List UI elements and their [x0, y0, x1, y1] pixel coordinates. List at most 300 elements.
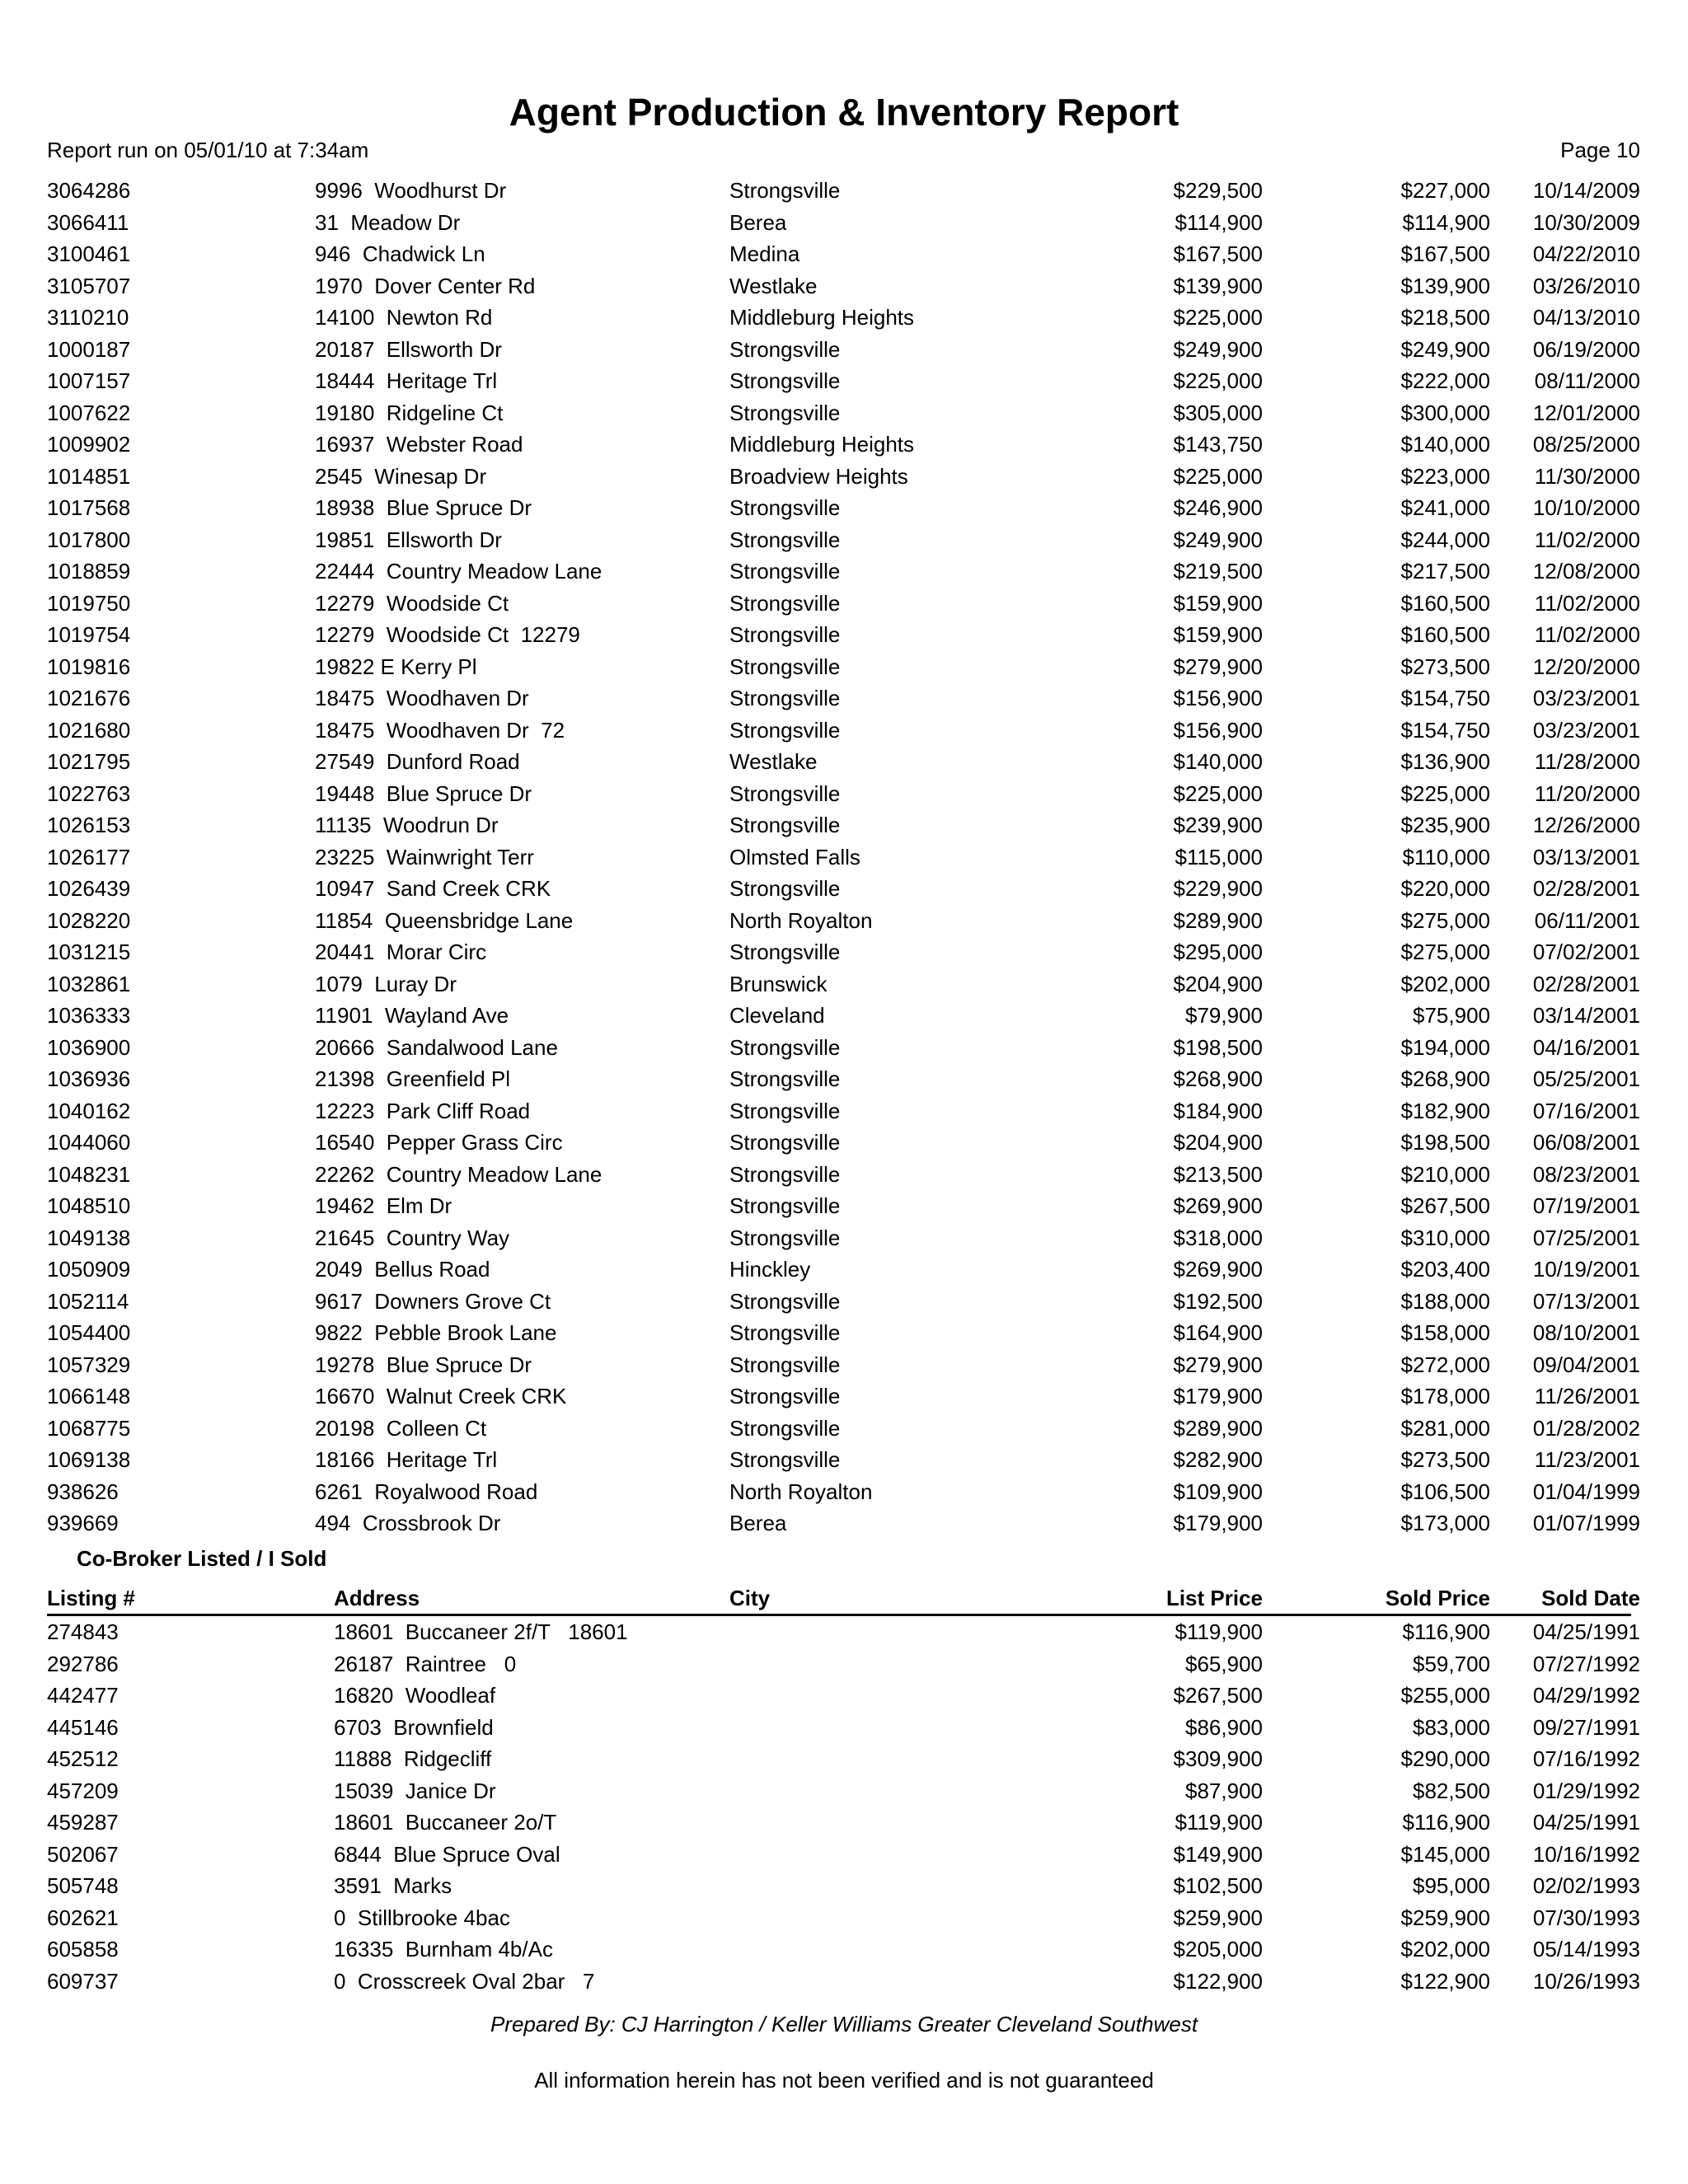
city: Strongsville	[729, 686, 841, 710]
header-sold-price: Sold Price	[1385, 1586, 1490, 1610]
list-price: $204,900	[1173, 1130, 1263, 1155]
listing-number: 1022763	[47, 780, 131, 806]
sold-price: $139,900	[1400, 273, 1490, 298]
listing-number: 1021676	[47, 686, 131, 710]
table-row	[0, 1902, 1688, 1934]
sold-date: 07/19/2001	[1532, 1193, 1640, 1218]
listing-number: 1052114	[47, 1288, 129, 1314]
address: 20666 Sandalwood Lane	[315, 1034, 558, 1060]
city: Broadview Heights	[729, 463, 908, 489]
address: 494 Crossbrook Dr	[315, 1511, 501, 1535]
sold-date: 09/27/1991	[1532, 1714, 1640, 1740]
co-broker-table	[0, 1616, 1688, 1997]
sold-date: 10/14/2009	[1532, 178, 1640, 203]
list-price: $249,900	[1173, 336, 1263, 362]
city: Strongsville	[729, 1193, 841, 1218]
header-list-price: List Price	[1165, 1586, 1263, 1610]
address: 946 Chadwick Ln	[315, 241, 485, 266]
table-row	[0, 1616, 1688, 1648]
address: 3591 Marks	[334, 1873, 452, 1898]
list-price: $198,500	[1173, 1034, 1263, 1060]
listing-number: 3110210	[47, 305, 129, 330]
listing-number: 938626	[47, 1479, 119, 1504]
sold-price: $223,000	[1400, 463, 1490, 489]
listing-number: 1007157	[47, 368, 131, 393]
list-price: $213,500	[1173, 1161, 1263, 1187]
city: Medina	[729, 241, 800, 266]
table-row	[0, 1712, 1688, 1744]
city: Strongsville	[729, 1384, 841, 1408]
city: Strongsville	[729, 1352, 841, 1377]
city: Middleburg Heights	[729, 305, 915, 330]
listing-number: 502067	[47, 1841, 119, 1867]
table-row	[0, 334, 1688, 366]
city: Westlake	[729, 749, 818, 774]
sold-price: $227,000	[1400, 178, 1490, 203]
sold-price: $106,500	[1400, 1479, 1490, 1504]
table-row	[0, 1648, 1688, 1680]
table-row	[0, 429, 1688, 461]
address: 1079 Luray Dr	[315, 971, 457, 996]
sold-date: 03/23/2001	[1532, 717, 1640, 743]
listing-number: 1054400	[47, 1320, 131, 1345]
address: 16820 Woodleaf	[334, 1683, 496, 1708]
sold-date: 06/08/2001	[1532, 1130, 1640, 1155]
listing-number: 1018859	[47, 559, 131, 583]
address: 16540 Pepper Grass Circ	[315, 1130, 563, 1155]
list-price: $179,900	[1173, 1384, 1263, 1408]
address: 16670 Walnut Creek CRK	[315, 1384, 567, 1408]
listing-number: 1026153	[47, 813, 131, 837]
sold-price: $154,750	[1400, 717, 1490, 743]
listing-number: 1048510	[47, 1193, 131, 1218]
address: 12223 Park Cliff Road	[315, 1098, 531, 1123]
listing-number: 1049138	[47, 1225, 131, 1250]
city: Strongsville	[729, 495, 841, 520]
listing-number: 3105707	[47, 273, 131, 298]
city: Strongsville	[729, 717, 841, 743]
city: Westlake	[729, 273, 818, 298]
sold-date: 07/27/1992	[1532, 1651, 1640, 1676]
sold-date: 07/25/2001	[1532, 1225, 1640, 1250]
sold-price: $272,000	[1400, 1352, 1490, 1377]
address: 6261 Royalwood Road	[315, 1479, 538, 1504]
address: 19448 Blue Spruce Dr	[315, 780, 532, 806]
listing-number: 609737	[47, 1968, 119, 1994]
sold-price: $136,900	[1400, 749, 1490, 774]
sold-price: $59,700	[1413, 1651, 1490, 1676]
listing-number: 1028220	[47, 907, 131, 933]
table-row	[0, 1063, 1688, 1095]
address: 19278 Blue Spruce Dr	[315, 1352, 532, 1377]
listing-number: 1057329	[47, 1352, 131, 1377]
address: 21398 Greenfield Pl	[315, 1066, 511, 1091]
address: 14100 Newton Rd	[315, 305, 493, 330]
sold-price: $220,000	[1400, 876, 1490, 901]
list-price: $65,900	[1185, 1651, 1263, 1676]
sold-date: 12/01/2000	[1532, 400, 1640, 425]
address: 10947 Sand Creek CRK	[315, 876, 551, 901]
sold-date: 03/26/2010	[1532, 273, 1640, 298]
listing-number: 1026439	[47, 876, 131, 901]
sold-date: 07/30/1993	[1532, 1905, 1640, 1930]
sold-date: 08/11/2000	[1534, 368, 1640, 393]
sold-date: 03/14/2001	[1532, 1003, 1640, 1028]
list-price: $122,900	[1173, 1968, 1263, 1994]
sold-date: 07/16/2001	[1532, 1098, 1640, 1123]
table-row	[0, 461, 1688, 493]
report-title: Agent Production & Inventory Report	[509, 91, 1179, 134]
table-row	[0, 238, 1688, 270]
listing-number: 1019816	[47, 654, 131, 679]
list-price: $269,900	[1173, 1257, 1263, 1282]
sold-price: $267,500	[1400, 1193, 1490, 1218]
listing-number: 1032861	[47, 971, 131, 996]
table-row	[0, 1032, 1688, 1064]
sold-price: $178,000	[1400, 1384, 1490, 1408]
table-row	[0, 1807, 1688, 1839]
sold-date: 01/28/2002	[1532, 1415, 1640, 1441]
listing-number: 1017800	[47, 527, 131, 552]
table-row	[0, 905, 1688, 937]
list-price: $279,900	[1173, 654, 1263, 679]
sold-date: 12/08/2000	[1532, 559, 1640, 583]
sold-price: $255,000	[1400, 1683, 1490, 1708]
address: 12279 Woodside Ct 12279	[315, 622, 580, 647]
address: 16335 Burnham 4b/Ac	[334, 1937, 553, 1961]
header-sold-date: Sold Date	[1541, 1586, 1640, 1610]
list-price: $295,000	[1173, 940, 1263, 964]
listing-number: 1048231	[47, 1161, 131, 1187]
table-row	[0, 1380, 1688, 1413]
city: Strongsville	[729, 1415, 841, 1441]
address: 11901 Wayland Ave	[315, 1003, 509, 1028]
sold-price: $83,000	[1413, 1714, 1490, 1740]
address: 11135 Woodrun Dr	[315, 813, 499, 837]
sold-price: $310,000	[1400, 1225, 1490, 1250]
sold-date: 11/02/2000	[1534, 527, 1640, 552]
listing-number: 1007622	[47, 400, 131, 425]
listing-number: 457209	[47, 1778, 119, 1803]
address: 9996 Woodhurst Dr	[315, 178, 507, 203]
table-row	[0, 1095, 1688, 1127]
city: Strongsville	[729, 622, 841, 647]
listing-number: 1009902	[47, 432, 131, 457]
listings-table	[0, 175, 1688, 1540]
list-price: $246,900	[1173, 495, 1263, 520]
list-price: $164,900	[1173, 1320, 1263, 1345]
list-price: $225,000	[1173, 305, 1263, 330]
table-row	[0, 1743, 1688, 1775]
table-row	[0, 1775, 1688, 1807]
address: 20441 Morar Circ	[315, 940, 487, 964]
sold-price: $167,500	[1400, 241, 1490, 266]
sold-date: 10/30/2009	[1532, 209, 1640, 235]
listing-number: 1036333	[47, 1003, 131, 1028]
sold-price: $110,000	[1402, 844, 1490, 869]
address: 23225 Wainwright Terr	[315, 844, 534, 869]
listing-number: 452512	[47, 1746, 119, 1771]
sold-price: $95,000	[1413, 1873, 1490, 1898]
list-price: $87,900	[1185, 1778, 1263, 1803]
sold-price: $194,000	[1400, 1034, 1490, 1060]
sold-price: $122,900	[1400, 1968, 1490, 1994]
list-price: $102,500	[1173, 1873, 1263, 1898]
table-row	[0, 1966, 1688, 1998]
sold-price: $281,000	[1400, 1415, 1490, 1441]
listing-number: 1069138	[47, 1447, 131, 1472]
table-row	[0, 524, 1688, 556]
sold-date: 03/13/2001	[1532, 844, 1640, 869]
city: Berea	[729, 209, 787, 235]
list-price: $205,000	[1173, 1937, 1263, 1961]
sold-price: $202,000	[1400, 1937, 1490, 1961]
sold-date: 10/26/1993	[1532, 1968, 1640, 1994]
city: Strongsville	[729, 876, 841, 901]
list-price: $225,000	[1173, 780, 1263, 806]
sold-price: $75,900	[1413, 1003, 1490, 1028]
sold-price: $158,000	[1400, 1320, 1490, 1345]
list-price: $79,900	[1185, 1003, 1263, 1028]
list-price: $192,500	[1173, 1288, 1263, 1314]
city: Strongsville	[729, 1034, 841, 1060]
listing-number: 1066148	[47, 1384, 131, 1408]
address: 18601 Buccaneer 2o/T	[334, 1810, 557, 1835]
city: Middleburg Heights	[729, 432, 915, 457]
table-row	[0, 302, 1688, 334]
address: 2049 Bellus Road	[315, 1257, 490, 1282]
list-price: $159,900	[1173, 590, 1263, 616]
report-run-info: Report run on 05/01/10 at 7:34am	[47, 138, 369, 162]
sold-price: $188,000	[1400, 1288, 1490, 1314]
sold-price: $154,750	[1400, 686, 1490, 710]
listing-number: 1019754	[47, 622, 131, 647]
address: 0 Crosscreek Oval 2bar 7	[334, 1968, 595, 1994]
sold-date: 09/04/2001	[1532, 1352, 1640, 1377]
list-price: $225,000	[1173, 368, 1263, 393]
list-price: $139,900	[1173, 273, 1263, 298]
address: 1970 Dover Center Rd	[315, 273, 536, 298]
city: Strongsville	[729, 654, 841, 679]
list-price: $282,900	[1173, 1447, 1263, 1472]
table-row	[0, 841, 1688, 874]
city: Strongsville	[729, 1225, 841, 1250]
sold-price: $198,500	[1400, 1130, 1490, 1155]
list-price: $156,900	[1173, 686, 1263, 710]
listing-number: 1000187	[47, 336, 131, 362]
address: 20187 Ellsworth Dr	[315, 336, 502, 362]
listing-number: 1017568	[47, 495, 131, 520]
list-price: $156,900	[1173, 717, 1263, 743]
listing-number: 459287	[47, 1810, 119, 1835]
sold-date: 11/02/2000	[1534, 622, 1640, 647]
table-row	[0, 1317, 1688, 1349]
sold-price: $275,000	[1400, 940, 1490, 964]
sold-price: $202,000	[1400, 971, 1490, 996]
sold-date: 04/16/2001	[1532, 1034, 1640, 1060]
listing-number: 1044060	[47, 1130, 131, 1155]
sold-price: $290,000	[1400, 1746, 1490, 1771]
city: Strongsville	[729, 1130, 841, 1155]
sold-price: $273,500	[1400, 1447, 1490, 1472]
table-row	[0, 365, 1688, 397]
city: North Royalton	[729, 1479, 873, 1504]
sold-price: $300,000	[1400, 400, 1490, 425]
address: 11854 Queensbridge Lane	[315, 907, 574, 933]
sold-date: 10/19/2001	[1532, 1257, 1640, 1282]
list-price: $305,000	[1173, 400, 1263, 425]
table-row	[0, 809, 1688, 841]
city: Strongsville	[729, 1447, 841, 1472]
section-title: Co-Broker Listed / I Sold	[77, 1546, 327, 1571]
sold-price: $225,000	[1400, 780, 1490, 806]
sold-date: 12/20/2000	[1532, 654, 1640, 679]
listing-number: 1068775	[47, 1415, 131, 1441]
sold-date: 05/14/1993	[1532, 1937, 1640, 1961]
table-row	[0, 1254, 1688, 1286]
sold-date: 01/07/1999	[1532, 1511, 1640, 1535]
list-price: $184,900	[1173, 1098, 1263, 1123]
sold-date: 11/30/2000	[1534, 463, 1640, 489]
listing-number: 939669	[47, 1511, 119, 1535]
address: 16937 Webster Road	[315, 432, 523, 457]
table-row	[0, 936, 1688, 968]
list-price: $167,500	[1173, 241, 1263, 266]
listing-number: 274843	[47, 1619, 119, 1644]
table-row	[0, 1190, 1688, 1222]
table-row	[0, 1127, 1688, 1159]
city: Strongsville	[729, 590, 841, 616]
listing-number: 3100461	[47, 241, 131, 266]
sold-price: $244,000	[1400, 527, 1490, 552]
sold-date: 11/26/2001	[1534, 1384, 1640, 1408]
sold-date: 10/16/1992	[1532, 1841, 1640, 1867]
sold-price: $140,000	[1400, 432, 1490, 457]
table-row	[0, 1000, 1688, 1032]
list-price: $229,900	[1173, 876, 1263, 901]
table-row	[0, 1222, 1688, 1254]
table-row	[0, 1444, 1688, 1476]
address: 19462 Elm Dr	[315, 1193, 452, 1218]
sold-date: 05/25/2001	[1532, 1066, 1640, 1091]
listing-number: 1019750	[47, 590, 131, 616]
listing-number: 1021795	[47, 749, 131, 774]
table-row	[0, 1870, 1688, 1902]
sold-date: 10/10/2000	[1532, 495, 1640, 520]
sold-price: $222,000	[1400, 368, 1490, 393]
list-price: $143,750	[1173, 432, 1263, 457]
city: Strongsville	[729, 1098, 841, 1123]
list-price: $279,900	[1173, 1352, 1263, 1377]
sold-date: 08/23/2001	[1532, 1161, 1640, 1187]
sold-date: 06/19/2000	[1532, 336, 1640, 362]
sold-price: $249,900	[1400, 336, 1490, 362]
header-address: Address	[334, 1586, 420, 1610]
header-city: City	[729, 1586, 771, 1610]
address: 19180 Ridgeline Ct	[315, 400, 504, 425]
address: 20198 Colleen Ct	[315, 1415, 487, 1441]
address: 9822 Pebble Brook Lane	[315, 1320, 557, 1345]
sold-price: $82,500	[1413, 1778, 1490, 1803]
address: 0 Stillbrooke 4bac	[334, 1905, 510, 1930]
city: Strongsville	[729, 178, 841, 203]
sold-price: $210,000	[1400, 1161, 1490, 1187]
city: Strongsville	[729, 559, 841, 583]
address: 31 Meadow Dr	[315, 209, 461, 235]
listing-number: 505748	[47, 1873, 119, 1898]
table-row	[0, 492, 1688, 524]
sold-date: 02/02/1993	[1532, 1873, 1640, 1898]
table-row	[0, 1476, 1688, 1508]
listing-number: 445146	[47, 1714, 119, 1740]
list-price: $109,900	[1173, 1479, 1263, 1504]
table-row	[0, 968, 1688, 1001]
sold-price: $217,500	[1400, 559, 1490, 583]
sold-date: 08/25/2000	[1532, 432, 1640, 457]
list-price: $239,900	[1173, 813, 1263, 837]
sold-price: $116,900	[1402, 1810, 1490, 1835]
list-price: $259,900	[1173, 1905, 1263, 1930]
list-price: $204,900	[1173, 971, 1263, 996]
list-price: $225,000	[1173, 463, 1263, 489]
table-row	[0, 778, 1688, 810]
list-price: $86,900	[1185, 1714, 1263, 1740]
table-row	[0, 1680, 1688, 1712]
address: 6703 Brownfield	[334, 1714, 494, 1740]
city: Brunswick	[729, 971, 828, 996]
listing-number: 1021680	[47, 717, 131, 743]
address: 18475 Woodhaven Dr	[315, 686, 529, 710]
list-price: $267,500	[1173, 1683, 1263, 1708]
header-listing: Listing #	[47, 1586, 135, 1610]
list-price: $115,000	[1175, 844, 1263, 869]
prepared-by: Prepared By: CJ Harrington / Keller Williams Greater Cleveland Southwest	[490, 2012, 1198, 2036]
page-number: Page 10	[1560, 138, 1640, 162]
sold-date: 04/13/2010	[1532, 305, 1640, 330]
sold-date: 07/13/2001	[1532, 1288, 1640, 1314]
sold-date: 11/02/2000	[1534, 590, 1640, 616]
listing-number: 1040162	[47, 1098, 131, 1123]
city: Strongsville	[729, 1066, 841, 1091]
sold-price: $235,900	[1400, 813, 1490, 837]
address: 19822 E Kerry Pl	[315, 654, 477, 679]
listing-number: 1031215	[47, 940, 131, 964]
sold-price: $273,500	[1400, 654, 1490, 679]
table-row	[0, 1413, 1688, 1445]
list-price: $269,900	[1173, 1193, 1263, 1218]
table-row	[0, 682, 1688, 715]
sold-price: $203,400	[1400, 1257, 1490, 1282]
table-row	[0, 1286, 1688, 1318]
city: Strongsville	[729, 527, 841, 552]
list-price: $149,900	[1173, 1841, 1263, 1867]
sold-date: 11/28/2000	[1534, 749, 1640, 774]
table-row	[0, 1933, 1688, 1966]
sold-price: $160,500	[1400, 622, 1490, 647]
sold-price: $145,000	[1400, 1841, 1490, 1867]
listing-number: 1014851	[47, 463, 131, 489]
sold-date: 01/04/1999	[1532, 1479, 1640, 1504]
sold-date: 03/23/2001	[1532, 686, 1640, 710]
address: 12279 Woodside Ct	[315, 590, 509, 616]
city: Strongsville	[729, 400, 841, 425]
table-row	[0, 746, 1688, 778]
sold-date: 02/28/2001	[1532, 971, 1640, 996]
listing-number: 3066411	[47, 209, 129, 235]
sold-date: 06/11/2001	[1534, 907, 1640, 933]
address: 11888 Ridgecliff	[334, 1746, 492, 1771]
sold-price: $259,900	[1400, 1905, 1490, 1930]
